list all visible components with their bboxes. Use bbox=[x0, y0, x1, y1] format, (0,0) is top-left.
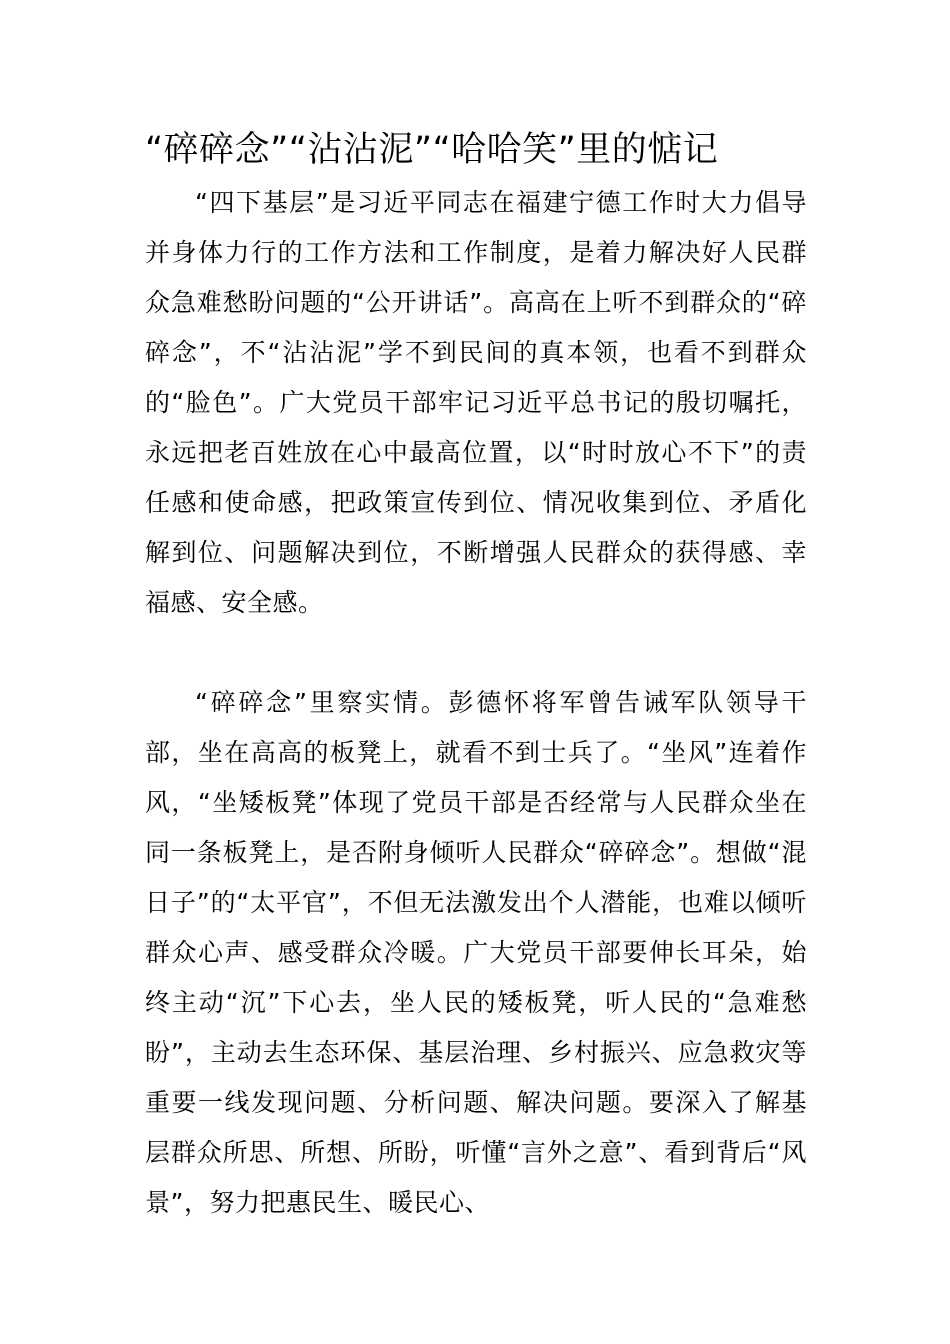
paragraph-intro: “四下基层”是习近平同志在福建宁德工作时大力倡导并身体力行的工作方法和工作制度，是着力解决好人民群众急难愁盼问题的“公开讲话”。高高在上听不到群众的“碎碎念”，不“沾沾泥”学不到民间的真本领，也看不到群众的“脸色”。广大党员干部牢记习近平总书记的殷切嘱托，永远把老百姓放在心中最高位置，以“时时放心不下”的责任感和使命感，把政策宣传到位、情况收集到位、矛盾化解到位、问题解决到位，不断增强人民群众的获得感、幸福感、安全感。 bbox=[145, 188, 807, 617]
paragraph-section-1: “碎碎念”里察实情。彭德怀将军曾告诫军队领导干部，坐在高高的板凳上，就看不到士兵了。“坐风”连着作风，“坐矮板凳”体现了党员干部是否经常与人民群众坐在同一条板凳上，是否附身倾听人民群众“碎碎念”。想做“混日子”的“太平官”，不但无法激发出个人潜能，也难以倾听群众心声、感受群众冷暖。广大党员干部要伸长耳朵，始终主动“沉”下心去，坐人民的矮板凳，听人民的“急难愁盼”，主动去生态环保、基层治理、乡村振兴、应急救灾等重要一线发现问题、分析问题、解决问题。要深入了解基层群众所思、所想、所盼，听懂“言外之意”、看到背后“风景”，努力把惠民生、暖民心、 bbox=[145, 688, 807, 1217]
document-page bbox=[145, 122, 807, 1228]
document-title: “碎碎念”“沾沾泥”“哈哈笑”里的惦记 bbox=[145, 130, 719, 170]
paragraph-spacer bbox=[145, 628, 807, 678]
